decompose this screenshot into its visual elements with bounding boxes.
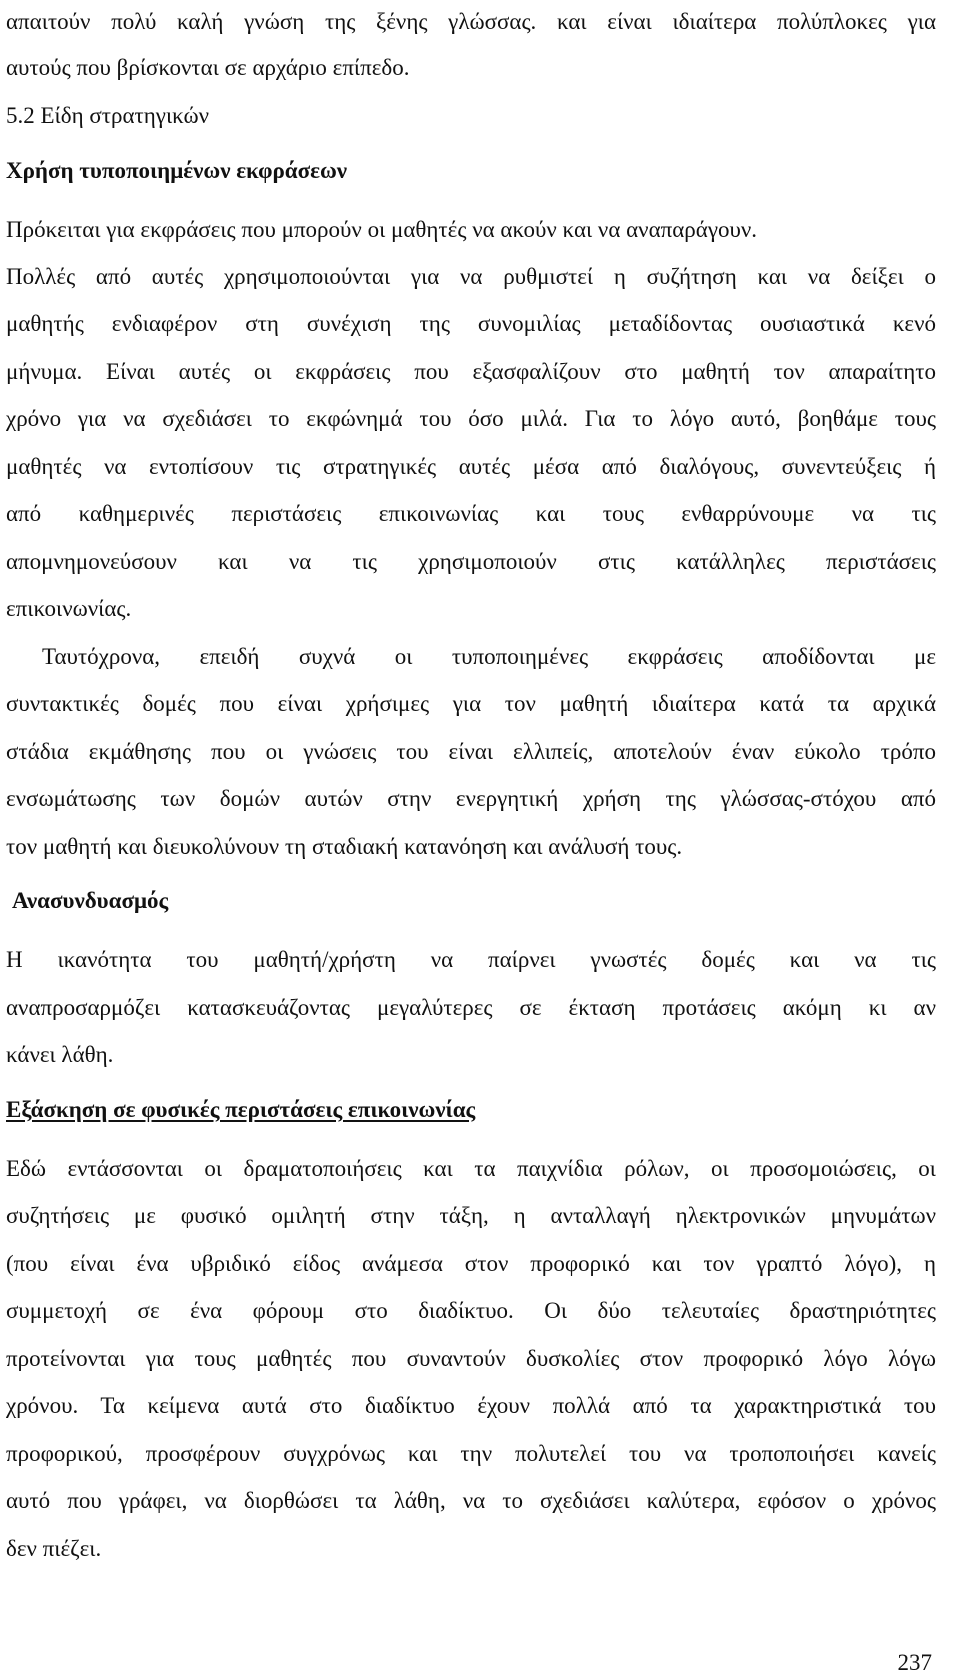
text-line: συζητήσεις με φυσικό ομιλητή στην τάξη, η ανταλλαγή ηλεκτρονικών μηνυμάτων [6,1203,936,1228]
text-line: μαθητής ενδιαφέρον στη συνέχιση της συνομιλίας μεταδίδοντας ουσιαστικά κενό [6,311,936,336]
text-line: Η ικανότητα του μαθητή/χρήστη να παίρνει γνωστές δομές και να τις [6,947,936,972]
text-line: δεν πιέζει. [6,1536,102,1561]
text-line: τον μαθητή και διευκολύνουν τη σταδιακή κατανόηση και ανάλυσή τους. [6,834,683,859]
text-line: Εδώ εντάσσονται οι δραματοποιήσεις και τα παιχνίδια ρόλων, οι προσομοιώσεις, οι [6,1156,936,1181]
text-line: από καθημερινές περιστάσεις επικοινωνίας και τους ενθαρρύνουμε να τις [6,501,936,526]
text-line: Ταυτόχρονα, επειδή συχνά οι τυποποιημένες εκφράσεις αποδίδονται με [42,644,936,669]
text-line: αναπροσαρμόζει κατασκευάζοντας μεγαλύτερες σε έκταση προτάσεις ακόμη κι αν [6,995,936,1020]
text-line: στάδια εκμάθησης που οι γνώσεις του είναι ελλιπείς, αποτελούν έναν εύκολο τρόπο [6,739,936,764]
text-line: συντακτικές δομές που είναι χρήσιμες για τον μαθητή ιδιαίτερα κατά τα αρχικά [6,691,936,716]
text-line: ενσωμάτωσης των δομών αυτών στην ενεργητική χρήση της γλώσσας-στόχου από [6,786,936,811]
text-line: Πρόκειται για εκφράσεις που μπορούν οι μαθητές να ακούν και να αναπαράγουν. [6,217,758,242]
page-number: 237 [897,1650,932,1675]
subheading-recombination: Ανασυνδυασμός [12,888,169,913]
text-line: (που είναι ένα υβριδικό είδος ανάμεσα στον προφορικό και τον γραπτό λόγο), η [6,1251,936,1276]
subheading-natural-communication-practice: Εξάσκηση σε φυσικές περιστάσεις επικοινωνίας [6,1097,476,1122]
text-line: συμμετοχή σε ένα φόρουμ στο διαδίκτυο. Οι δύο τελευταίες δραστηριότητες [6,1298,936,1323]
subheading-formulaic-expressions: Χρήση τυποποιημένων εκφράσεων [6,158,348,183]
text-line: απαιτούν πολύ καλή γνώση της ξένης γλώσσας. και είναι ιδιαίτερα πολύπλοκες για [6,9,936,34]
text-line: Πολλές από αυτές χρησιμοποιούνται για να ρυθμιστεί η συζήτηση και να δείξει ο [6,264,936,289]
text-line: μήνυμα. Είναι αυτές οι εκφράσεις που εξασφαλίζουν στο μαθητή τον απαραίτητο [6,359,936,384]
text-line: χρόνο για να σχεδιάσει το εκφώνημά του όσο μιλά. Για το λόγο αυτό, βοηθάμε τους [6,406,936,431]
text-line: απομνημονεύσουν και να τις χρησιμοποιούν στις κατάλληλες περιστάσεις [6,549,936,574]
text-line: μαθητές να εντοπίσουν τις στρατηγικές αυτές μέσα από διαλόγους, συνεντεύξεις ή [6,454,936,479]
text-line: προφορικού, προσφέρουν συγχρόνως και την πολυτελεί του να τροποποιήσει κανείς [6,1441,936,1466]
text-line: χρόνου. Τα κείμενα αυτά στο διαδίκτυο έχουν πολλά από τα χαρακτηριστικά του [6,1393,936,1418]
text-line: αυτό που γράφει, να διορθώσει τα λάθη, να το σχεδιάσει καλύτερα, εφόσον ο χρόνος [6,1488,936,1513]
section-heading: 5.2 Είδη στρατηγικών [6,103,210,128]
text-line: επικοινωνίας. [6,596,132,621]
text-line: αυτούς που βρίσκονται σε αρχάριο επίπεδο. [6,55,410,80]
text-line: προτείνονται για τους μαθητές που συναντούν δυσκολίες στον προφορικό λόγο λόγω [6,1346,936,1371]
text-line: κάνει λάθη. [6,1042,114,1067]
